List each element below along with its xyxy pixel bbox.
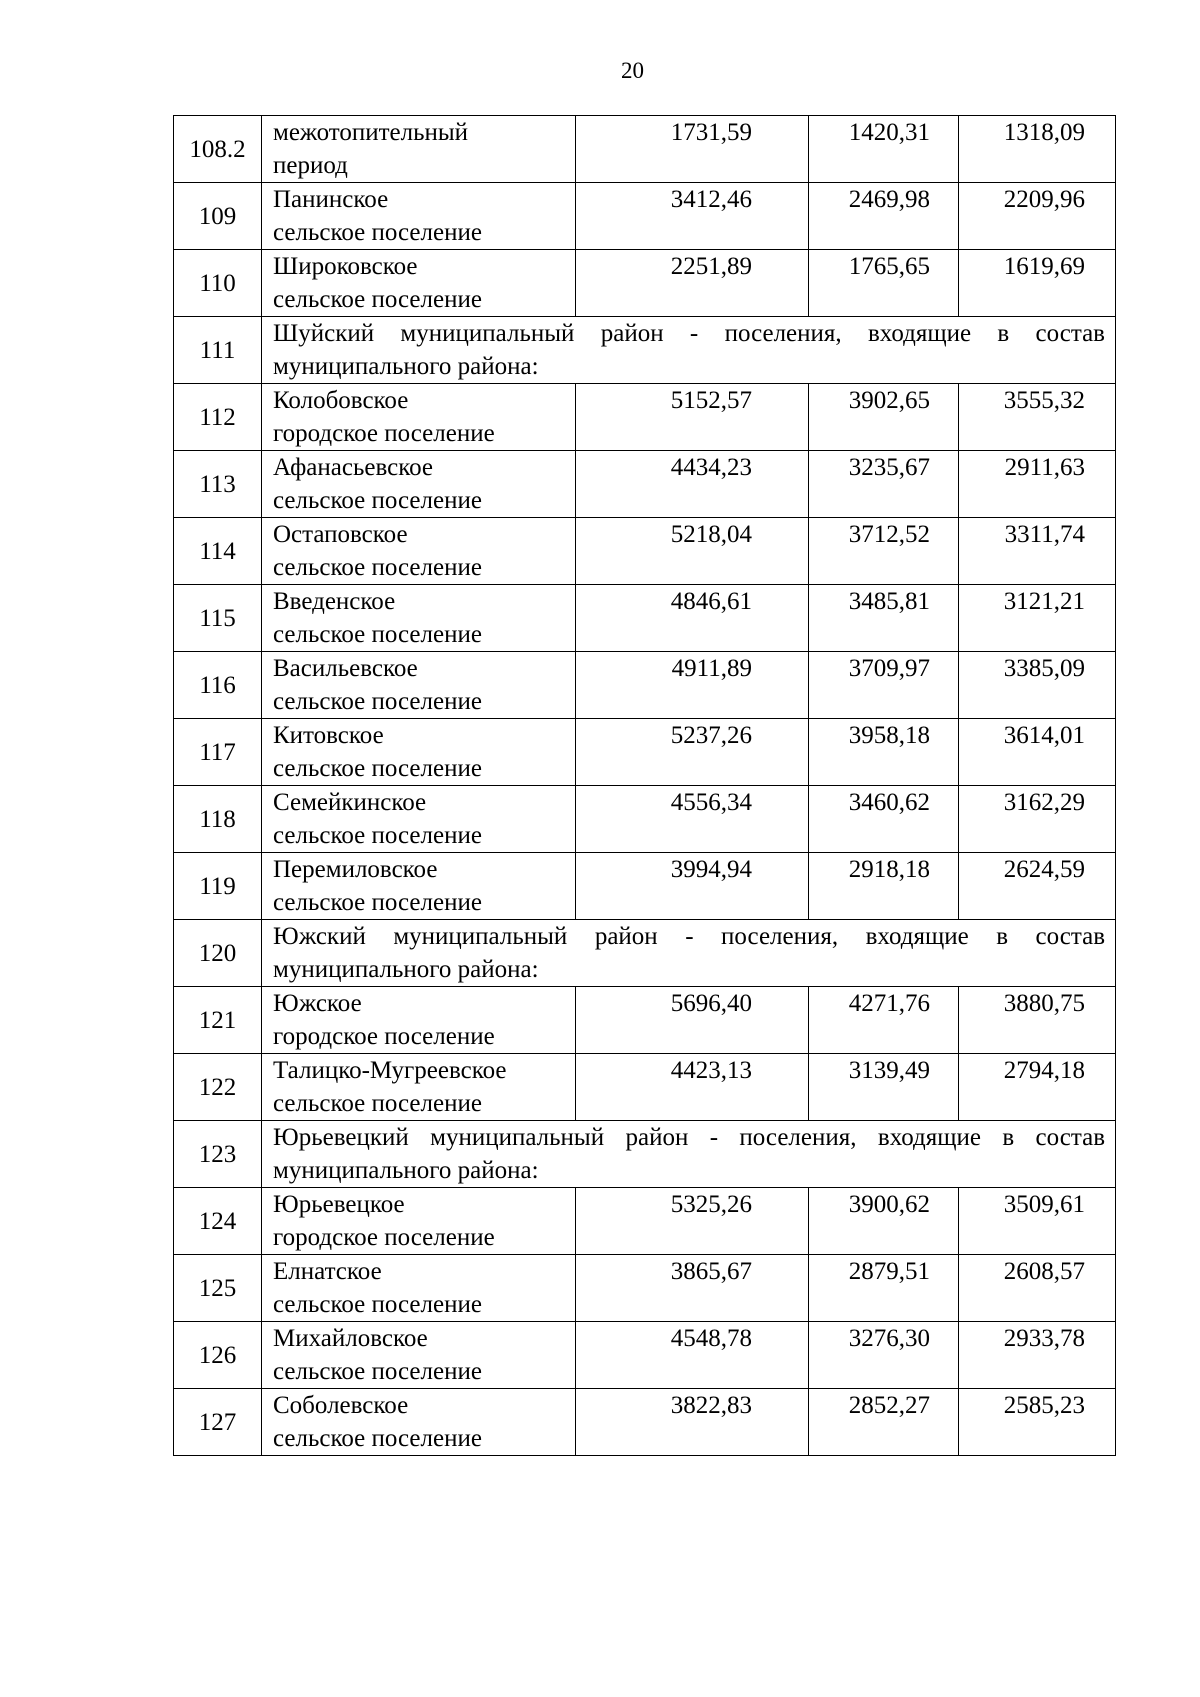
district-header-row — [174, 1121, 1116, 1188]
settlement-name — [262, 652, 576, 719]
row-number: 120 — [174, 920, 262, 987]
value-2: 3712,52 — [809, 518, 959, 585]
table-row — [174, 1188, 1116, 1255]
settlement-name-line-1: Широковское — [273, 253, 418, 280]
settlement-name-line-1: межотопительный — [273, 119, 469, 146]
table-row — [174, 116, 1116, 183]
table-row — [174, 384, 1116, 451]
settlement-name — [262, 183, 576, 250]
row-number: 125 — [174, 1255, 262, 1322]
settlement-name-line-1: Колобовское — [273, 387, 409, 414]
settlement-name-line-1: Семейкинское — [273, 789, 427, 816]
value-1: 4423,13 — [576, 1054, 809, 1121]
value-2: 2918,18 — [809, 853, 959, 920]
value-3: 2933,78 — [959, 1322, 1116, 1389]
settlement-name-line-1: Введенское — [273, 588, 396, 615]
value-2: 3235,67 — [809, 451, 959, 518]
value-2: 3139,49 — [809, 1054, 959, 1121]
row-number: 116 — [174, 652, 262, 719]
settlement-name — [262, 1389, 576, 1456]
value-3: 2624,59 — [959, 853, 1116, 920]
table-row — [174, 518, 1116, 585]
settlement-name-line-2: сельское поселение — [273, 889, 482, 916]
settlement-name — [262, 518, 576, 585]
settlement-name — [262, 987, 576, 1054]
value-2: 4271,76 — [809, 987, 959, 1054]
value-2: 2852,27 — [809, 1389, 959, 1456]
table-row — [174, 987, 1116, 1054]
settlement-name-line-1: Южское — [273, 990, 362, 1017]
value-1: 5152,57 — [576, 384, 809, 451]
settlement-name — [262, 853, 576, 920]
settlement-name-line-1: Соболевское — [273, 1392, 409, 1419]
district-header-text: Южский муниципальный район - поселения, входящие в состав муниципального района: — [262, 920, 1116, 987]
settlement-name-line-2: сельское поселение — [273, 219, 482, 246]
row-number: 119 — [174, 853, 262, 920]
table-body — [174, 116, 1116, 1456]
settlement-name — [262, 786, 576, 853]
settlement-name-line-2: городское поселение — [273, 1224, 495, 1251]
tariff-table — [173, 115, 1116, 1456]
value-3: 2608,57 — [959, 1255, 1116, 1322]
value-2: 3900,62 — [809, 1188, 959, 1255]
value-1: 3865,67 — [576, 1255, 809, 1322]
table-row — [174, 250, 1116, 317]
value-2: 3958,18 — [809, 719, 959, 786]
value-3: 3385,09 — [959, 652, 1116, 719]
settlement-name — [262, 1255, 576, 1322]
value-1: 5237,26 — [576, 719, 809, 786]
settlement-name-line-2: городское поселение — [273, 1023, 495, 1050]
row-number: 111 — [174, 317, 262, 384]
settlement-name-line-2: сельское поселение — [273, 1291, 482, 1318]
table-row — [174, 1255, 1116, 1322]
district-header-text: Юрьевецкий муниципальный район - поселения, входящие в состав муниципального района: — [262, 1121, 1116, 1188]
value-2: 3276,30 — [809, 1322, 959, 1389]
table-row — [174, 1054, 1116, 1121]
table-row — [174, 1322, 1116, 1389]
settlement-name-line-1: Перемиловское — [273, 856, 438, 883]
value-1: 3412,46 — [576, 183, 809, 250]
table-row — [174, 585, 1116, 652]
value-1: 4846,61 — [576, 585, 809, 652]
row-number: 126 — [174, 1322, 262, 1389]
row-number: 123 — [174, 1121, 262, 1188]
settlement-name-line-1: Китовское — [273, 722, 384, 749]
settlement-name-line-1: Талицко-Мугреевское — [273, 1057, 507, 1084]
settlement-name-line-1: Остаповское — [273, 521, 408, 548]
value-2: 2469,98 — [809, 183, 959, 250]
settlement-name — [262, 1322, 576, 1389]
value-1: 5218,04 — [576, 518, 809, 585]
district-header-row — [174, 317, 1116, 384]
value-1: 3994,94 — [576, 853, 809, 920]
value-1: 1731,59 — [576, 116, 809, 183]
settlement-name-line-2: городское поселение — [273, 420, 495, 447]
settlement-name-line-2: сельское поселение — [273, 755, 482, 782]
value-1: 5696,40 — [576, 987, 809, 1054]
district-header-row — [174, 920, 1116, 987]
settlement-name-line-2: сельское поселение — [273, 286, 482, 313]
table-row — [174, 451, 1116, 518]
value-1: 4548,78 — [576, 1322, 809, 1389]
value-3: 3311,74 — [959, 518, 1116, 585]
settlement-name-line-2: сельское поселение — [273, 1425, 482, 1452]
settlement-name — [262, 1054, 576, 1121]
value-2: 1420,31 — [809, 116, 959, 183]
settlement-name — [262, 719, 576, 786]
settlement-name-line-1: Афанасьевское — [273, 454, 433, 481]
table-row — [174, 719, 1116, 786]
value-2: 3902,65 — [809, 384, 959, 451]
settlement-name-line-1: Михайловское — [273, 1325, 428, 1352]
table-row — [174, 652, 1116, 719]
value-3: 2209,96 — [959, 183, 1116, 250]
row-number: 113 — [174, 451, 262, 518]
settlement-name-line-2: сельское поселение — [273, 487, 482, 514]
row-number: 122 — [174, 1054, 262, 1121]
settlement-name-line-2: сельское поселение — [273, 621, 482, 648]
value-3: 3555,32 — [959, 384, 1116, 451]
table-row — [174, 853, 1116, 920]
value-3: 3162,29 — [959, 786, 1116, 853]
row-number: 124 — [174, 1188, 262, 1255]
settlement-name-line-2: сельское поселение — [273, 822, 482, 849]
value-2: 3709,97 — [809, 652, 959, 719]
row-number: 109 — [174, 183, 262, 250]
table-row — [174, 786, 1116, 853]
settlement-name — [262, 116, 576, 183]
value-2: 1765,65 — [809, 250, 959, 317]
value-2: 3485,81 — [809, 585, 959, 652]
value-1: 3822,83 — [576, 1389, 809, 1456]
value-3: 2585,23 — [959, 1389, 1116, 1456]
value-3: 2911,63 — [959, 451, 1116, 518]
row-number: 115 — [174, 585, 262, 652]
settlement-name-line-2: сельское поселение — [273, 554, 482, 581]
value-3: 3509,61 — [959, 1188, 1116, 1255]
value-3: 1318,09 — [959, 116, 1116, 183]
row-number: 108.2 — [174, 116, 262, 183]
settlement-name-line-2: период — [273, 152, 348, 179]
settlement-name-line-2: сельское поселение — [273, 688, 482, 715]
value-1: 5325,26 — [576, 1188, 809, 1255]
settlement-name-line-1: Юрьевецкое — [273, 1191, 405, 1218]
value-3: 2794,18 — [959, 1054, 1116, 1121]
table-row — [174, 183, 1116, 250]
value-2: 3460,62 — [809, 786, 959, 853]
value-3: 1619,69 — [959, 250, 1116, 317]
row-number: 127 — [174, 1389, 262, 1456]
settlement-name — [262, 585, 576, 652]
row-number: 121 — [174, 987, 262, 1054]
row-number: 112 — [174, 384, 262, 451]
settlement-name-line-1: Панинское — [273, 186, 389, 213]
page-number: 20 — [621, 58, 644, 83]
value-1: 4911,89 — [576, 652, 809, 719]
district-header-text: Шуйский муниципальный район - поселения, входящие в состав муниципального района: — [262, 317, 1116, 384]
row-number: 117 — [174, 719, 262, 786]
value-3: 3614,01 — [959, 719, 1116, 786]
row-number: 110 — [174, 250, 262, 317]
settlement-name — [262, 1188, 576, 1255]
value-3: 3880,75 — [959, 987, 1116, 1054]
value-3: 3121,21 — [959, 585, 1116, 652]
value-1: 4556,34 — [576, 786, 809, 853]
settlement-name-line-2: сельское поселение — [273, 1358, 482, 1385]
value-2: 2879,51 — [809, 1255, 959, 1322]
row-number: 118 — [174, 786, 262, 853]
settlement-name-line-1: Васильевское — [273, 655, 418, 682]
settlement-name — [262, 250, 576, 317]
row-number: 114 — [174, 518, 262, 585]
settlement-name-line-2: сельское поселение — [273, 1090, 482, 1117]
settlement-name — [262, 384, 576, 451]
value-1: 4434,23 — [576, 451, 809, 518]
table-row — [174, 1389, 1116, 1456]
value-1: 2251,89 — [576, 250, 809, 317]
settlement-name-line-1: Елнатское — [273, 1258, 382, 1285]
settlement-name — [262, 451, 576, 518]
